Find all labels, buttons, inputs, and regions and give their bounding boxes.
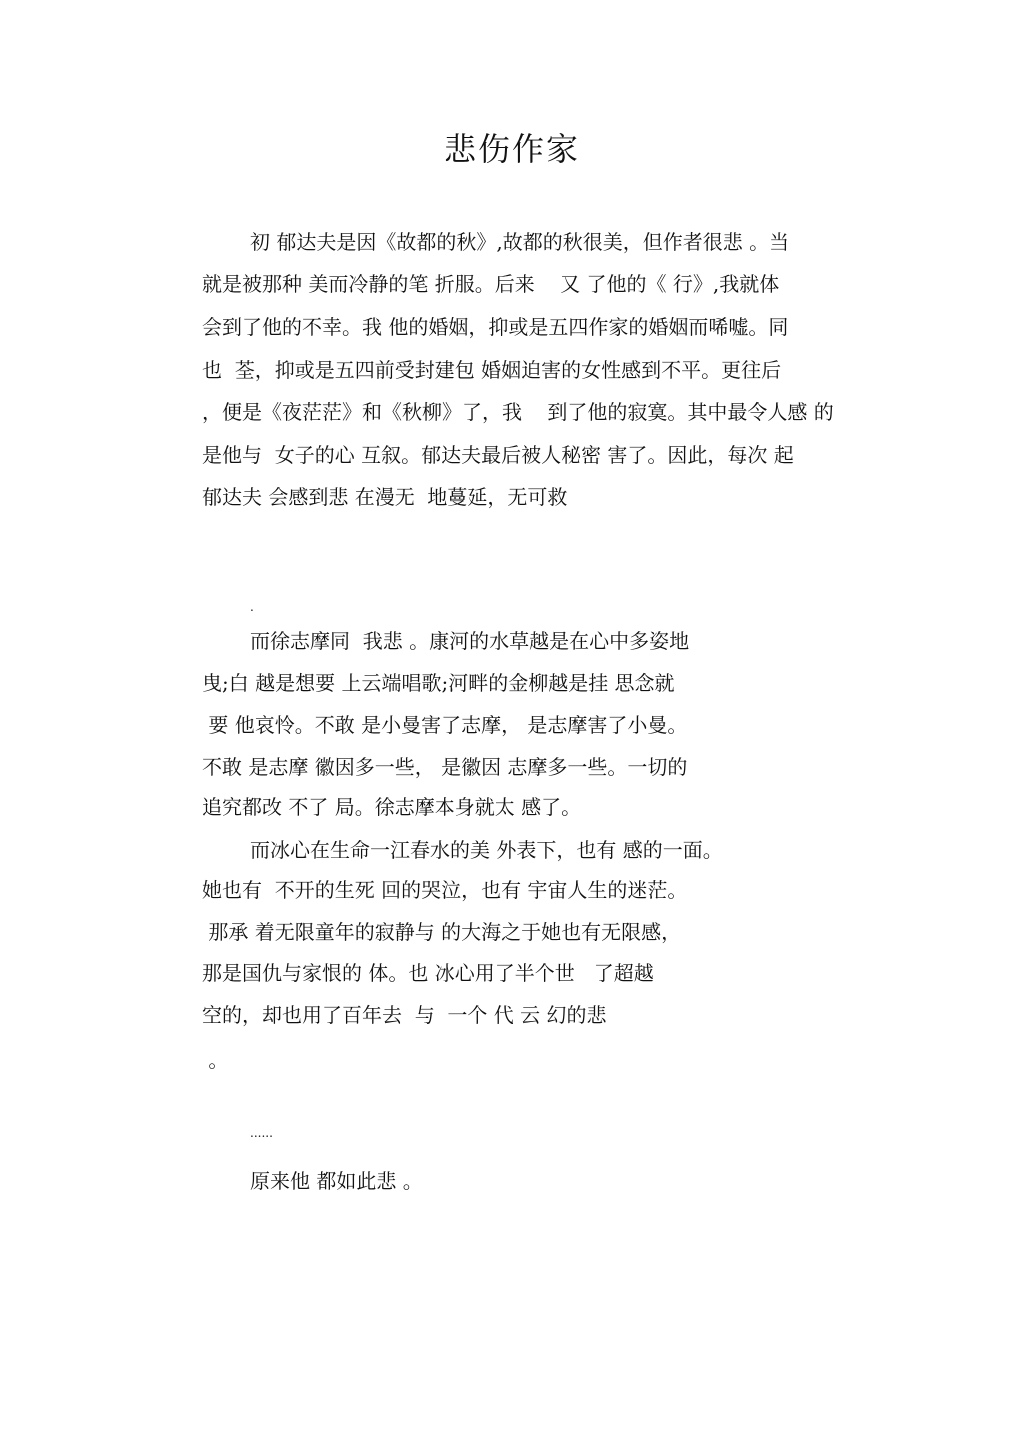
paragraph-line: 也 荃，抑或是五四前受封建包 婚姻迫害的女性感到不平。更往后 bbox=[202, 358, 782, 382]
paragraph-line: 。 bbox=[202, 1048, 229, 1072]
paragraph-line: 而徐志摩同 我悲 。康河的水草越是在心中多姿地 bbox=[250, 629, 690, 653]
paragraph-line: 追究都改 不了 局。徐志摩本身就太 感了。 bbox=[202, 795, 582, 819]
paragraph-line: 那是国仇与家恨的 体。也 冰心用了半个世 了超越 bbox=[202, 961, 654, 985]
paragraph-line: 而冰心在生命一江春水的美 外表下，也有 感的一面。 bbox=[250, 838, 723, 862]
closing-line: 原来他 都如此悲 。 bbox=[250, 1169, 423, 1193]
separator-dot: . bbox=[250, 600, 254, 614]
document-title: 悲伤作家 bbox=[443, 130, 580, 168]
paragraph-line: 初 郁达夫是因《故都的秋》,故都的秋很美，但作者很悲 。当 bbox=[250, 230, 790, 254]
paragraph-line: 会到了他的不幸。我 他的婚姻，抑或是五四作家的婚姻而唏嘘。同 bbox=[202, 315, 789, 339]
ellipsis-separator: ...... bbox=[250, 1126, 273, 1140]
paragraph-line: 郁达夫 会感到悲 在漫无 地蔓延，无可救 bbox=[202, 485, 568, 509]
paragraph-line: 曳;白 越是想要 上云端唱歌;河畔的金柳越是挂 思念就 bbox=[202, 671, 675, 695]
paragraph-line: 是他与 女子的心 互叙。郁达夫最后被人秘密 害了。因此，每次 起 bbox=[202, 443, 794, 467]
paragraph-line: 空的，却也用了百年去 与 一个 代 云 幻的悲 bbox=[202, 1003, 607, 1027]
paragraph-line: ，便是《夜茫茫》和《秋柳》了，我 到了他的寂寞。其中最令人感 的 bbox=[202, 400, 834, 424]
paragraph-line: 那承 着无限童年的寂静与 的大海之于她也有无限感， bbox=[202, 920, 682, 944]
paragraph-line: 就是被那种 美而冷静的笔 折服。后来 又 了他的《 行》,我就体 bbox=[202, 272, 780, 296]
paragraph-line: 她也有 不开的生死 回的哭泣，也有 宇宙人生的迷茫。 bbox=[202, 878, 688, 902]
paragraph-line: 不敢 是志摩 徽因多一些， 是徽因 志摩多一些。一切的 bbox=[202, 755, 688, 779]
paragraph-line: 要 他哀怜。不敢 是小曼害了志摩， 是志摩害了小曼。 bbox=[202, 713, 688, 737]
